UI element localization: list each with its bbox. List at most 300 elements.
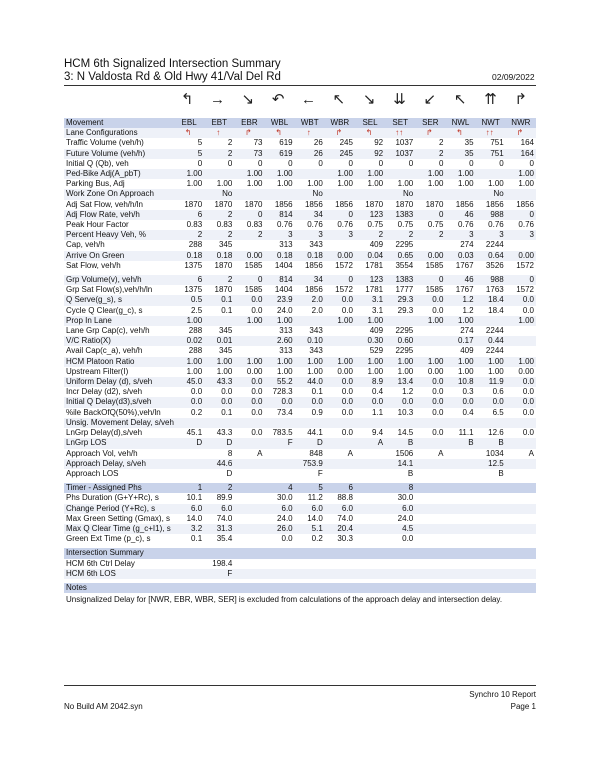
row-label: V/C Ratio(X): [64, 336, 174, 346]
cell-value: 6: [325, 483, 355, 493]
cell-value: 345: [218, 346, 233, 356]
table-row: [64, 210, 536, 220]
cell-value: 1870: [214, 285, 233, 295]
cell-value: [325, 418, 355, 428]
cell-value: 164: [506, 149, 536, 159]
cell-value: 0: [288, 158, 293, 168]
cell-value: 0.0: [402, 534, 414, 544]
cell-value: [264, 559, 294, 569]
cell-value: 0.0: [522, 305, 534, 315]
cell-value: 0: [325, 275, 355, 285]
cell-value: 0.00: [337, 366, 353, 376]
cell-value: 0.83: [246, 220, 263, 230]
cell-value: 5: [295, 483, 325, 493]
cell-value: [234, 493, 264, 503]
cell-value: 1.2: [445, 295, 475, 305]
cell-value: F: [264, 438, 294, 448]
cell-value: 0.0: [522, 428, 534, 438]
cell-value: 6.0: [295, 504, 325, 514]
cell-value: ↑↑: [476, 128, 506, 138]
cell-value: 35: [464, 138, 474, 148]
cell-value: [415, 514, 445, 524]
cell-value: [506, 524, 536, 534]
cell-value: 73: [234, 149, 264, 159]
cell-value: 1383: [385, 210, 415, 220]
cell-value: ↑↑: [385, 128, 415, 138]
row-label: Grp Volume(v), veh/h: [64, 275, 174, 285]
cell-value: 92: [355, 149, 385, 159]
cell-value: [506, 569, 536, 579]
row-label: HCM 6th Ctrl Delay: [66, 558, 135, 568]
row-label: Approach Delay, s/veh: [64, 459, 174, 469]
row-label: Lane Configurations: [64, 128, 174, 138]
cell-value: 0.83: [216, 220, 233, 230]
cell-value: [445, 469, 475, 479]
cell-value: [445, 514, 475, 524]
cell-value: 0.65: [385, 251, 415, 261]
cell-value: [415, 418, 445, 428]
cell-value: [174, 418, 204, 428]
cell-value: 44.6: [204, 459, 234, 469]
table-row: [64, 261, 536, 271]
cell-value: 1.00: [397, 179, 414, 189]
cell-value: 4: [264, 483, 294, 493]
cell-value: 245: [325, 149, 355, 159]
cell-value: 0.76: [337, 220, 353, 230]
cell-value: 164: [520, 138, 534, 148]
cell-value: 3554: [395, 260, 414, 270]
cell-value: 0.44: [476, 336, 506, 346]
cell-value: 1.00: [445, 316, 475, 326]
cell-value: 1.00: [355, 316, 385, 326]
cell-value: 1.00: [307, 179, 323, 189]
cell-value: 0.3: [462, 387, 474, 397]
cell-value: 35: [445, 149, 475, 159]
cell-value: 0.17: [445, 336, 475, 346]
cell-value: [355, 514, 385, 524]
cell-value: 0.0: [234, 377, 264, 387]
table-row: [64, 295, 536, 305]
cell-value: 1.00: [415, 169, 445, 179]
cell-value: 6.0: [325, 504, 355, 514]
cell-value: [295, 316, 325, 326]
cell-value: 2: [415, 149, 445, 159]
cell-value: SEL: [355, 118, 385, 128]
cell-value: [325, 559, 355, 569]
cell-value: 0.75: [427, 220, 444, 230]
cell-value: 0.0: [432, 387, 444, 397]
cell-value: [234, 569, 264, 579]
cell-value: 1.00: [367, 366, 384, 376]
cell-value: 0.0: [506, 377, 536, 387]
cell-value: 3.1: [355, 295, 385, 305]
cell-value: 26: [313, 138, 323, 148]
cell-value: [295, 169, 325, 179]
cell-value: [355, 459, 385, 469]
cell-value: 2: [204, 230, 234, 240]
cell-value: 0.0: [445, 397, 475, 407]
row-label: Ped-Bike Adj(A_pbT): [64, 169, 174, 179]
cell-value: 5: [174, 149, 204, 159]
cell-value: 2: [227, 138, 233, 148]
cell-value: [325, 240, 355, 250]
cell-value: No: [204, 189, 234, 199]
cell-value: 9.4: [371, 428, 384, 438]
cell-value: A: [355, 438, 385, 448]
cell-value: D: [204, 438, 234, 448]
cell-value: [476, 569, 506, 579]
cell-value: 0.00: [506, 251, 536, 261]
ctrl-delay-row: [64, 559, 536, 569]
cell-value: [355, 469, 385, 479]
cell-value: [415, 559, 445, 569]
cell-value: 288: [188, 326, 203, 336]
cell-value: [415, 504, 445, 514]
cell-value: 2295: [395, 240, 414, 250]
cell-value: [506, 336, 536, 346]
cell-value: 24.0: [397, 513, 414, 523]
cell-value: 0.2: [191, 407, 203, 417]
table-row: [64, 418, 536, 428]
cell-value: 2.0: [295, 295, 325, 305]
cell-value: [445, 559, 475, 569]
cell-value: 0.0: [432, 428, 444, 438]
cell-value: [445, 493, 475, 503]
cell-value: 0.0: [432, 407, 444, 417]
cell-value: 10.1: [186, 493, 203, 503]
cell-value: WBL: [264, 118, 294, 128]
cell-value: [355, 418, 385, 428]
cell-value: [385, 169, 415, 179]
column-header-row: [64, 118, 536, 128]
row-label: Lane Grp Cap(c), veh/h: [66, 326, 150, 336]
cell-value: [174, 559, 204, 569]
cell-value: [174, 469, 204, 479]
row-label: HCM Platoon Ratio: [64, 357, 174, 367]
cell-value: 0.5: [174, 295, 204, 305]
movement-arrow-icon: ↰: [180, 91, 194, 108]
cell-value: 0: [325, 210, 355, 220]
cell-value: 5.1: [295, 524, 325, 534]
cell-value: 2: [234, 230, 264, 240]
cell-value: 1.00: [506, 169, 536, 179]
cell-value: [445, 534, 475, 544]
cell-value: [234, 240, 264, 250]
page-number: Page 1: [510, 702, 536, 711]
cell-value: [476, 316, 506, 326]
cell-value: 198.4: [212, 558, 233, 568]
cell-value: 24.0: [277, 513, 293, 523]
cell-value: ↱: [325, 128, 355, 138]
cell-value: 1037: [395, 138, 414, 148]
cell-value: [234, 524, 264, 534]
cell-value: 0.0: [476, 397, 506, 407]
cell-value: 92: [374, 138, 384, 148]
cell-value: [355, 524, 385, 534]
cell-value: 1375: [184, 260, 203, 270]
cell-value: 0.60: [385, 336, 415, 346]
cell-value: 1.00: [186, 179, 203, 189]
cell-value: 1856: [274, 199, 293, 209]
cell-value: A: [438, 448, 444, 458]
movement-arrow-icon: ↶: [271, 91, 285, 108]
cell-value: 2.60: [264, 336, 294, 346]
cell-value: 1.00: [325, 357, 355, 367]
cell-value: 2.0: [311, 305, 323, 315]
cell-value: [506, 418, 536, 428]
cell-value: [174, 459, 204, 469]
cell-value: 1870: [184, 199, 203, 209]
cell-value: 0.0: [325, 377, 355, 387]
table-row: [64, 534, 536, 544]
row-label: Cap, veh/h: [66, 240, 105, 250]
cell-value: [506, 438, 536, 448]
movement-arrow-icon: ⇈: [484, 91, 497, 108]
cell-value: 0.0: [385, 397, 415, 407]
cell-value: 0.03: [445, 251, 475, 261]
cell-value: 1856: [516, 199, 534, 209]
cell-value: 1.2: [462, 305, 474, 315]
cell-value: 10.8: [445, 377, 475, 387]
table-row: [64, 336, 536, 346]
cell-value: 1.00: [307, 366, 323, 376]
cell-value: 2: [204, 275, 234, 285]
cell-value: 0.0: [522, 387, 534, 397]
table-row: [64, 251, 536, 261]
cell-value: 1856: [304, 199, 323, 209]
cell-value: 814: [264, 210, 294, 220]
cell-value: 34: [295, 275, 325, 285]
cell-value: 1.00: [264, 169, 294, 179]
cell-value: 0.0: [341, 428, 353, 438]
cell-value: [415, 326, 445, 336]
cell-value: [355, 569, 385, 579]
cell-value: [506, 346, 536, 356]
cell-value: 1.00: [506, 316, 536, 326]
cell-value: ↑: [295, 128, 325, 138]
cell-value: 1.00: [457, 366, 474, 376]
table-row: [64, 200, 536, 210]
footer-rule: [64, 685, 536, 686]
cell-value: 2: [438, 138, 444, 148]
cell-value: 1404: [274, 260, 293, 270]
cell-value: [415, 459, 445, 469]
cell-value: 2: [174, 230, 204, 240]
cell-value: 0.00: [234, 251, 264, 261]
cell-value: 0.0: [234, 397, 264, 407]
cell-value: [355, 504, 385, 514]
cell-value: No: [385, 189, 415, 199]
cell-value: 1.00: [367, 179, 384, 189]
cell-value: B: [476, 438, 506, 448]
cell-value: 0.0: [251, 407, 263, 417]
cell-value: 1.00: [476, 357, 506, 367]
cell-value: 12.6: [488, 428, 504, 438]
row-label: %ile BackOfQ(50%),veh/ln: [66, 407, 161, 417]
cell-value: B: [498, 468, 504, 478]
row-label: Work Zone On Approach: [64, 189, 174, 199]
notes-text: Unsignalized Delay for [NWR, EBR, WBR, SER] is excluded from calculations of the approach delay and intersection delay.: [66, 595, 503, 605]
cell-value: [325, 336, 355, 346]
cell-value: [355, 493, 385, 503]
cell-value: 814: [264, 275, 294, 285]
cell-value: 30.0: [397, 493, 414, 503]
cell-value: 313: [279, 346, 293, 356]
table-row: [64, 316, 536, 326]
cell-value: 0.76: [307, 220, 323, 230]
row-label: Q Serve(g_s), s: [64, 295, 174, 305]
cell-value: 3: [325, 230, 355, 240]
cell-value: [415, 569, 445, 579]
table-row: [64, 504, 536, 514]
cell-value: [355, 449, 385, 459]
cell-value: 1572: [335, 260, 353, 270]
cell-value: 1375: [184, 285, 203, 295]
cell-value: 0.6: [492, 387, 504, 397]
cell-value: 1585: [244, 285, 263, 295]
cell-value: 1.00: [246, 179, 263, 189]
cell-value: 26: [295, 149, 325, 159]
cell-value: 753.9: [295, 459, 325, 469]
row-label: Sat Flow, veh/h: [66, 260, 121, 270]
cell-value: [264, 418, 294, 428]
cell-value: NWL: [445, 118, 475, 128]
row-label: LnGrp LOS: [64, 438, 174, 448]
cell-value: B: [407, 468, 414, 478]
cell-value: [476, 493, 506, 503]
row-label: Approach LOS: [66, 468, 119, 478]
cell-value: 1034: [485, 448, 504, 458]
cell-value: 74.0: [216, 513, 233, 523]
cell-value: 0.0: [325, 397, 355, 407]
cell-value: [355, 189, 385, 199]
cell-value: F: [317, 468, 323, 478]
cell-value: 6.0: [385, 504, 415, 514]
cell-value: 2: [204, 483, 234, 493]
table-row: [64, 240, 536, 250]
cell-value: ↰: [445, 128, 475, 138]
cell-value: 0.2: [311, 534, 323, 544]
file-name: No Build AM 2042.syn: [64, 702, 143, 711]
cell-value: [415, 483, 445, 493]
cell-value: 0: [258, 158, 263, 168]
cell-value: [355, 483, 385, 493]
cell-value: [445, 524, 475, 534]
cell-value: 14.0: [307, 513, 323, 523]
table-row: [64, 397, 536, 407]
cell-value: 2: [415, 230, 445, 240]
cell-value: 0.30: [355, 336, 385, 346]
cell-value: D: [174, 438, 204, 448]
cell-value: 2295: [395, 326, 414, 336]
cell-value: 1.00: [264, 357, 294, 367]
cell-value: 1856: [304, 260, 323, 270]
cell-value: 0.75: [367, 220, 384, 230]
cell-value: [506, 459, 536, 469]
table-row: [64, 306, 536, 316]
cell-value: [234, 346, 264, 356]
cell-value: 1.00: [295, 357, 325, 367]
cell-value: 783.5: [272, 428, 293, 438]
cell-value: 409: [369, 240, 384, 250]
cell-value: 0.76: [277, 220, 293, 230]
table-row: [64, 346, 536, 356]
cell-value: 0: [378, 158, 384, 168]
cell-value: 1585: [425, 260, 444, 270]
cell-value: 123: [355, 275, 385, 285]
cell-value: 1506: [395, 448, 414, 458]
cell-value: 0.0: [234, 295, 264, 305]
cell-value: [234, 438, 264, 448]
cell-value: 343: [309, 326, 323, 336]
cell-value: 29.3: [385, 295, 415, 305]
cell-value: 30.0: [277, 493, 293, 503]
cell-value: 3.2: [174, 524, 204, 534]
cell-value: 0: [318, 158, 323, 168]
cell-value: 0.0: [415, 377, 445, 387]
cell-value: [295, 569, 325, 579]
table-row: [64, 149, 536, 159]
cell-value: 1777: [395, 285, 414, 295]
row-label: Change Period (Y+Rc), s: [64, 504, 174, 514]
cell-value: 44.1: [307, 428, 323, 438]
cell-value: 1.00: [264, 316, 294, 326]
table-row: [64, 469, 536, 479]
cell-value: 1.00: [385, 357, 415, 367]
cell-value: 1037: [385, 149, 415, 159]
row-label: Adj Sat Flow, veh/h/ln: [66, 199, 143, 209]
cell-value: 1383: [385, 275, 415, 285]
cell-value: 1: [174, 483, 204, 493]
cell-value: No: [476, 189, 506, 199]
cell-value: No: [295, 189, 325, 199]
cell-value: 0.9: [311, 407, 323, 417]
table-row: [64, 169, 536, 179]
row-label: Traffic Volume (veh/h): [66, 138, 144, 148]
cell-value: [506, 493, 536, 503]
cell-value: 343: [309, 240, 323, 250]
cell-value: 1.00: [415, 357, 445, 367]
cell-value: [415, 524, 445, 534]
cell-value: 1763: [485, 285, 504, 295]
cell-value: [264, 189, 294, 199]
table-row: [64, 524, 536, 534]
cell-value: 73.4: [277, 407, 293, 417]
cell-value: [445, 189, 475, 199]
movement-arrow-icon: ↘: [241, 91, 255, 108]
cell-value: 1.00: [216, 366, 233, 376]
cell-value: 848: [309, 448, 323, 458]
cell-value: 2: [204, 149, 234, 159]
cell-value: 1585: [244, 260, 263, 270]
cell-value: 0.00: [325, 251, 355, 261]
cell-value: 10.3: [397, 407, 414, 417]
cell-value: [445, 418, 475, 428]
cell-value: 89.9: [216, 493, 233, 503]
report-date: 02/09/2022: [492, 72, 535, 82]
cell-value: 1.00: [427, 179, 444, 189]
row-label: Parking Bus, Adj: [66, 179, 125, 189]
table-row: [64, 159, 536, 169]
cell-value: 26.0: [264, 524, 294, 534]
cell-value: 46: [445, 275, 475, 285]
table-row: [64, 230, 536, 240]
cell-value: ↱: [415, 128, 445, 138]
cell-value: [415, 493, 445, 503]
intersection-name: 3: N Valdosta Rd & Old Hwy 41/Val Del Rd: [64, 71, 281, 83]
cell-value: SET: [385, 118, 415, 128]
cell-value: WBT: [295, 118, 325, 128]
